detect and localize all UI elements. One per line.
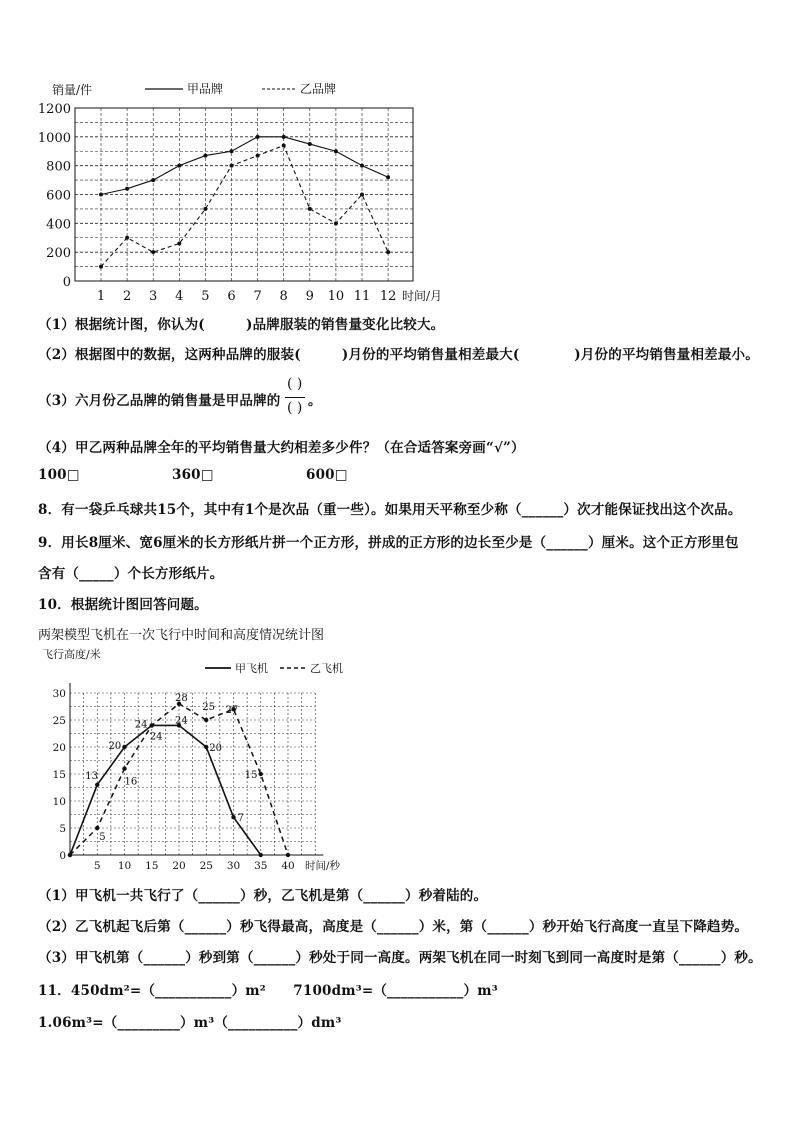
legend-label-jia: 甲飞机 bbox=[235, 662, 268, 675]
y-tick-label: 25 bbox=[52, 715, 66, 727]
x-tick-label: 12 bbox=[379, 289, 397, 304]
data-label-yi: 15 bbox=[244, 770, 258, 781]
x-tick-label: 10 bbox=[327, 289, 345, 304]
q10-part2: （2）乙飞机起飞后第（______）秒飞得最高，高度是（______）米，第（______）秒开始飞行高度一直呈下降趋势。 bbox=[38, 919, 749, 935]
y-tick-label: 1000 bbox=[37, 130, 71, 146]
flight-height-chart bbox=[30, 642, 360, 874]
data-point-jia bbox=[230, 149, 234, 153]
data-label-yi: 16 bbox=[124, 776, 138, 788]
x-tick-label: 4 bbox=[175, 289, 184, 304]
question-11-line2: 1.06m³=（_________）m³（__________）dm³ bbox=[38, 1015, 342, 1031]
x-tick-label: 25 bbox=[199, 860, 213, 872]
fraction-denominator: ( ) bbox=[287, 400, 303, 416]
series-line-yi bbox=[101, 145, 388, 266]
y-tick-label: 0 bbox=[62, 275, 71, 290]
fraction-bar bbox=[285, 397, 305, 398]
q7-part3: （3）六月份乙品牌的销售量是甲品牌的 bbox=[38, 393, 281, 409]
data-point-yi bbox=[150, 723, 154, 727]
q10-part3: （3）甲飞机第（______）秒到第（______）秒处于同一高度。两架飞机在同一时刻飞到同一高度时是第（______）秒。 bbox=[38, 950, 762, 966]
data-point-yi bbox=[99, 265, 103, 269]
question-11-line1: 11．450dm²=（___________）m² 7100dm³=（___________）m³ bbox=[38, 983, 498, 999]
option-600[interactable]: 600□ bbox=[306, 467, 348, 483]
data-label-yi: 25 bbox=[202, 702, 215, 713]
data-label-yi: 5 bbox=[99, 832, 106, 843]
legend-label-yi: 乙飞机 bbox=[310, 662, 343, 675]
x-tick-label: 6 bbox=[227, 289, 236, 304]
chart2-title: 两架模型飞机在一次飞行中时间和高度情况统计图 bbox=[38, 628, 325, 643]
data-point-jia bbox=[204, 745, 208, 749]
y-axis-label: 销量/件 bbox=[52, 83, 93, 97]
x-tick-label: 15 bbox=[145, 860, 159, 872]
data-label-jia: 24 bbox=[134, 719, 148, 731]
data-point-yi bbox=[334, 221, 338, 225]
x-axis-label: 时间/月 bbox=[402, 289, 443, 303]
data-label-jia: 24 bbox=[175, 715, 188, 727]
data-point-yi bbox=[386, 250, 390, 254]
data-point-jia bbox=[203, 154, 207, 158]
q7-part2: （2）根据图中的数据，这两种品牌的服装( )月份的平均销售量相差最大( )月份的平均销售量相差最小。 bbox=[38, 347, 759, 363]
data-point-jia bbox=[386, 175, 390, 179]
data-point-yi bbox=[95, 826, 99, 830]
x-tick-label: 35 bbox=[254, 860, 268, 872]
data-point-yi bbox=[122, 766, 126, 770]
x-tick-label: 20 bbox=[172, 860, 186, 872]
x-tick-label: 1 bbox=[96, 289, 106, 304]
x-tick-label: 11 bbox=[353, 289, 371, 304]
x-tick-label: 5 bbox=[201, 289, 210, 304]
data-label-yi: 28 bbox=[175, 692, 188, 704]
y-tick-label: 30 bbox=[52, 688, 66, 700]
y-tick-label: 20 bbox=[52, 742, 66, 754]
y-axis-label: 飞行高度/米 bbox=[42, 648, 101, 661]
x-tick-label: 40 bbox=[281, 860, 295, 872]
y-tick-label: 15 bbox=[52, 769, 66, 781]
data-point-jia bbox=[151, 178, 155, 182]
y-tick-label: 600 bbox=[46, 188, 71, 204]
data-label-yi: 24 bbox=[149, 731, 163, 743]
data-point-jia bbox=[308, 142, 312, 146]
fraction-numerator: ( ) bbox=[287, 376, 303, 392]
data-label-jia: 20 bbox=[108, 741, 122, 752]
data-point-yi bbox=[259, 772, 263, 776]
option-100[interactable]: 100□ bbox=[38, 467, 80, 483]
x-axis-label: 时间/秒 bbox=[305, 860, 341, 872]
x-tick-label: 5 bbox=[93, 860, 101, 872]
option-360[interactable]: 360□ bbox=[172, 467, 214, 483]
question-9-line2: 含有（_____）个长方形纸片。 bbox=[38, 566, 224, 582]
data-point-jia bbox=[177, 164, 181, 168]
data-label-jia: 13 bbox=[85, 770, 98, 782]
q7-part1: （1）根据统计图，你认为( )品牌服装的销售量变化比较大。 bbox=[38, 317, 445, 333]
y-tick-label: 0 bbox=[59, 850, 66, 862]
data-point-jia bbox=[282, 135, 286, 139]
legend-label-jia: 甲品牌 bbox=[187, 82, 224, 96]
data-point-yi bbox=[256, 154, 260, 158]
data-point-yi bbox=[282, 143, 286, 147]
data-point-jia bbox=[99, 193, 103, 197]
question-10: 10．根据统计图回答问题。 bbox=[38, 597, 208, 613]
fraction-blank[interactable] bbox=[285, 376, 305, 418]
y-tick-label: 200 bbox=[46, 246, 71, 262]
data-point-jia bbox=[256, 135, 260, 139]
y-tick-label: 5 bbox=[59, 823, 66, 835]
sales-line-chart bbox=[0, 70, 470, 305]
data-point-yi bbox=[203, 207, 207, 211]
y-tick-label: 400 bbox=[46, 217, 71, 233]
data-point-jia bbox=[122, 745, 126, 749]
data-point-jia bbox=[95, 783, 99, 787]
x-tick-label: 8 bbox=[279, 289, 288, 304]
data-point-jia bbox=[231, 815, 235, 819]
data-point-yi bbox=[125, 236, 129, 240]
question-9-line1: 9．用长8厘米、宽6厘米的长方形纸片拼一个正方形，拼成的正方形的边长至少是（______）厘米。这个正方形里包 bbox=[38, 535, 739, 551]
data-point-yi bbox=[177, 242, 181, 246]
y-tick-label: 800 bbox=[46, 159, 71, 175]
data-point-jia bbox=[334, 149, 338, 153]
data-point-jia bbox=[360, 164, 364, 168]
data-point-yi bbox=[308, 207, 312, 211]
y-tick-label: 10 bbox=[52, 796, 66, 808]
question-8: 8．有一袋乒乓球共15个，其中有1个是次品（重一些）。如果用天平称至少称（______）次才能保证找出这个次品。 bbox=[38, 502, 742, 518]
y-tick-label: 1200 bbox=[37, 102, 71, 117]
x-tick-label: 10 bbox=[117, 860, 132, 872]
data-label-yi: 27 bbox=[225, 705, 239, 717]
legend-label-yi: 乙品牌 bbox=[300, 82, 337, 96]
data-label-jia: 20 bbox=[209, 743, 222, 754]
data-point-jia bbox=[259, 853, 263, 857]
data-point-yi bbox=[204, 718, 208, 722]
x-tick-label: 30 bbox=[226, 860, 241, 872]
q10-part1: （1）甲飞机一共飞行了（______）秒，乙飞机是第（______）秒着陆的。 bbox=[38, 888, 488, 904]
x-tick-label: 7 bbox=[253, 289, 262, 304]
x-tick-label: 9 bbox=[305, 289, 314, 304]
data-point-yi bbox=[360, 193, 364, 197]
x-tick-label: 3 bbox=[149, 289, 158, 304]
data-label-jia: 7 bbox=[237, 813, 244, 825]
q7-part3-end: 。 bbox=[308, 393, 322, 409]
data-point-yi bbox=[230, 164, 234, 168]
x-tick-label: 2 bbox=[122, 289, 132, 304]
data-point-yi bbox=[68, 853, 72, 857]
data-point-jia bbox=[125, 187, 129, 191]
q7-part4: （4）甲乙两种品牌全年的平均销售量大约相差多少件？（在合适答案旁画“√”） bbox=[38, 440, 525, 456]
data-point-yi bbox=[151, 250, 155, 254]
data-point-yi bbox=[286, 853, 290, 857]
